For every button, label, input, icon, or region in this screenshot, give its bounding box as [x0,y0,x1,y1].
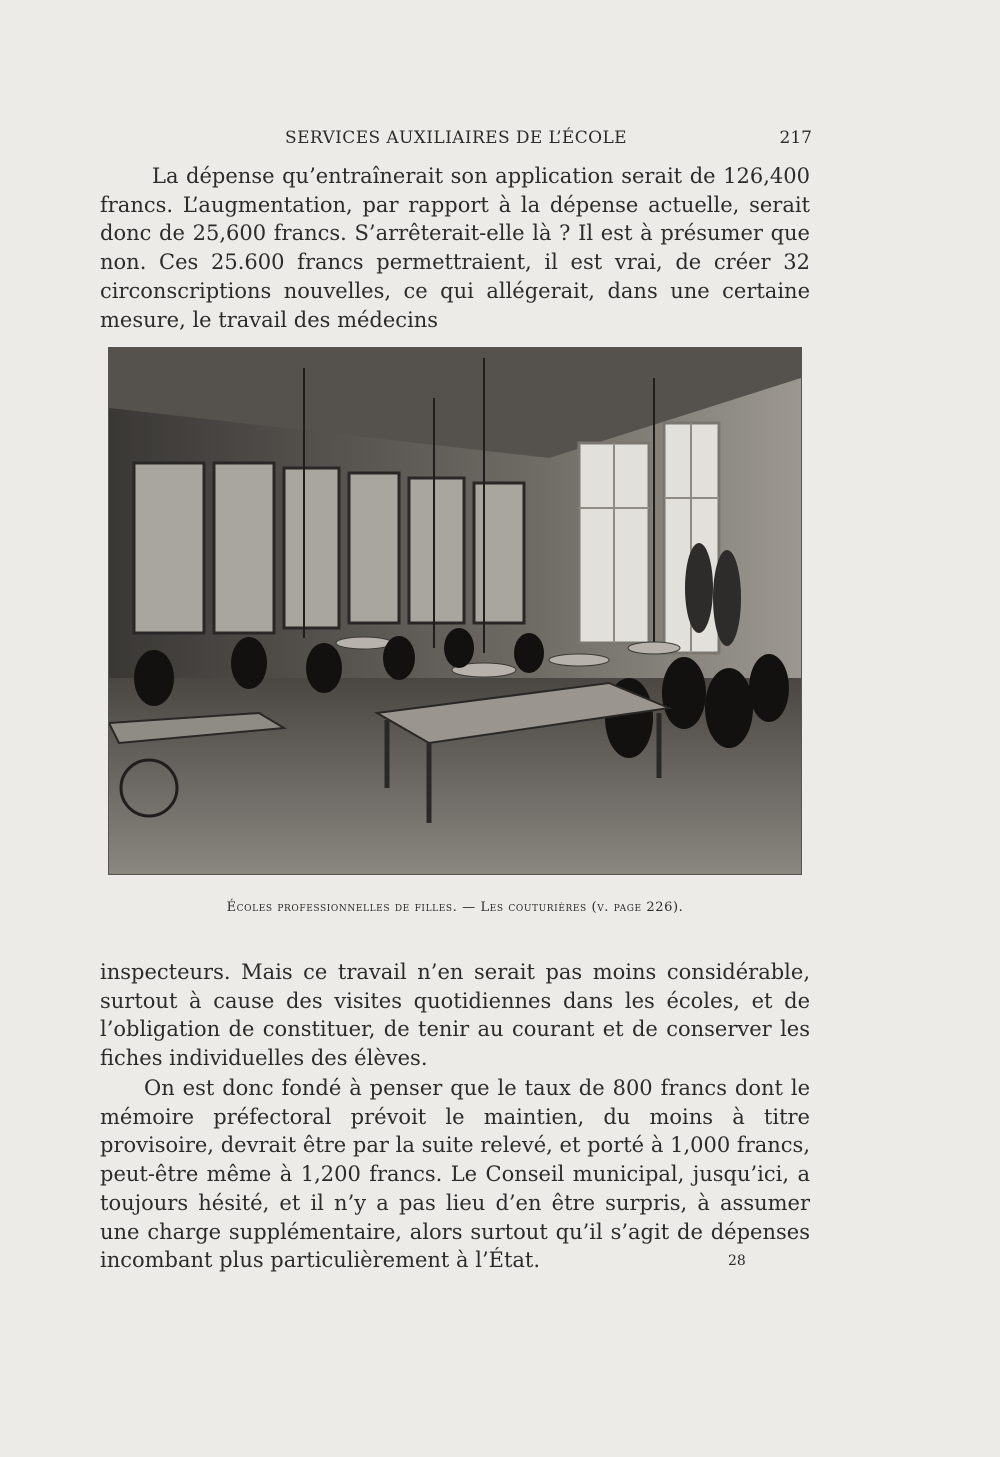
figure-caption: Écoles professionnelles de filles. — Les couturières (v. page 226). [226,900,684,915]
body-paragraph-2: inspecteurs. Mais ce travail n’en serait pas moins considérable, surtout à cause des visites quotidiennes dans les écoles, et de l’obligation de constituer, de tenir au courant et de conserver les fiches individuelles des élèves. [100,960,810,1071]
workshop-photograph [108,347,802,875]
page-number: 217 [779,128,812,148]
running-header [100,128,812,154]
signature-mark: 28 [728,1253,746,1269]
photo-illustration [109,348,801,874]
body-paragraph-1: La dépense qu’entraînerait son application serait de 126,400 francs. L’augmentation, par rapport à la dépense actuelle, serait donc de 25,600 francs. S’arrêterait-elle là ? Il est à présumer que non. Ces 25.600 francs permettraient, il est vrai, de créer 32 circonscriptions nouvelles, ce qui allégerait, dans une certaine mesure, le travail des médecins [100,164,810,332]
body-paragraph-3: On est donc fondé à penser que le taux de 800 francs dont le mémoire préfectoral prévoit le maintien, du moins à titre provisoire, devrait être par la suite relevé, et porté à 1,000 francs, peut-être même à 1,200 francs. Le Conseil municipal, jusqu’ici, a toujours hésité, et il n’y a pas lieu d’en être surpris, à assumer une charge supplémentaire, alors surtout qu’il s’agit de dépenses incombant plus particulièrement à l’État. [100,1076,810,1273]
running-title: SERVICES AUXILIAIRES DE L’ÉCOLE [285,128,627,148]
